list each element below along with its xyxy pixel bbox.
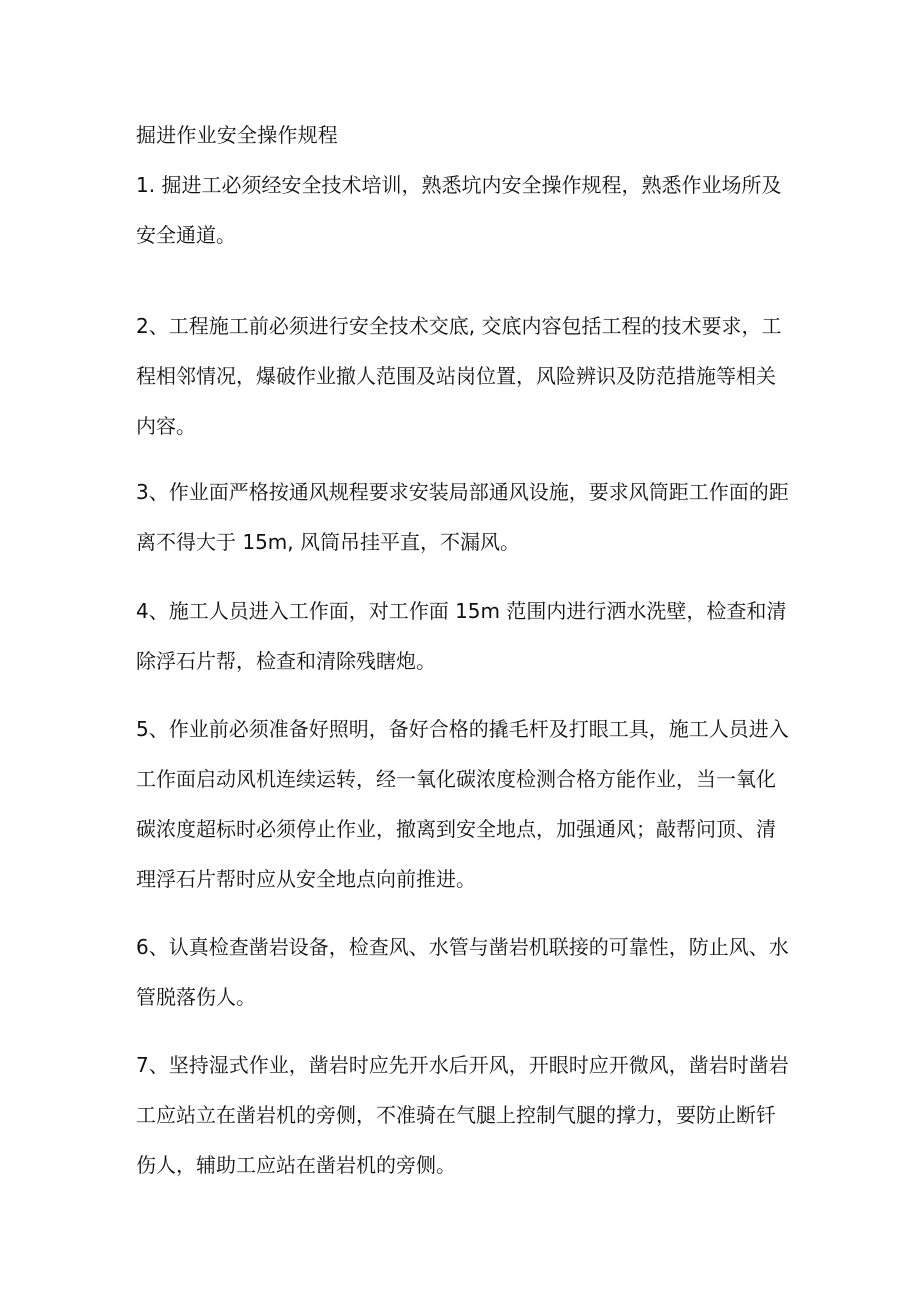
paragraph-line: 离不得大于 15m, 风筒吊挂平直，不漏风。 (136, 530, 521, 554)
paragraph-line: 7、坚持湿式作业，凿岩时应先开水后开风，开眼时应开微风，凿岩时凿岩 (136, 1053, 789, 1077)
paragraph-3 (136, 467, 796, 567)
paragraph-6 (136, 922, 796, 1022)
paragraph-5 (136, 704, 796, 904)
paragraph-7 (136, 1040, 796, 1190)
paragraph-line: 碳浓度超标时必须停止作业，撤离到安全地点，加强通风；敲帮问顶、清 (136, 817, 776, 841)
paragraph-line: 5、作业前必须准备好照明，备好合格的撬毛杆及打眼工具，施工人员进入 (136, 717, 789, 741)
paragraph-line: 2、工程施工前必须进行安全技术交底, 交底内容包括工程的技术要求，工 (136, 314, 782, 338)
paragraph-line: 程相邻情况，爆破作业撤人范围及站岗位置，风险辨识及防范措施等相关 (136, 364, 776, 388)
paragraph-line: 伤人，辅助工应站在凿岩机的旁侧。 (136, 1153, 456, 1177)
paragraph-1 (136, 160, 796, 260)
paragraph-line: 4、施工人员进入工作面，对工作面 15m 范围内进行洒水洗壁，检查和清 (136, 599, 787, 623)
paragraph-line: 理浮石片帮时应从安全地点向前推进。 (136, 867, 476, 891)
paragraph-line: 管脱落伤人。 (136, 985, 256, 1009)
paragraph-line: 内容。 (136, 414, 196, 438)
paragraph-line: 3、作业面严格按通风规程要求安装局部通风设施，要求风筒距工作面的距 (136, 480, 789, 504)
paragraph-line: 工作面启动风机连续运转，经一氧化碳浓度检测合格方能作业，当一氧化 (136, 767, 776, 791)
document-title: 掘进作业安全操作规程 (136, 123, 338, 147)
paragraph-line: 1. 掘进工必须经安全技术培训，熟悉坑内安全操作规程，熟悉作业场所及 (136, 173, 782, 197)
paragraph-line: 除浮石片帮，检查和清除残瞎炮。 (136, 649, 436, 673)
paragraph-line: 安全通道。 (136, 223, 236, 247)
paragraph-line: 6、认真检查凿岩设备，检查风、水管与凿岩机联接的可靠性，防止风、水 (136, 935, 789, 959)
paragraph-2 (136, 301, 796, 451)
paragraph-line: 工应站立在凿岩机的旁侧，不准骑在气腿上控制气腿的撑力，要防止断钎 (136, 1103, 776, 1127)
paragraph-4 (136, 586, 796, 686)
